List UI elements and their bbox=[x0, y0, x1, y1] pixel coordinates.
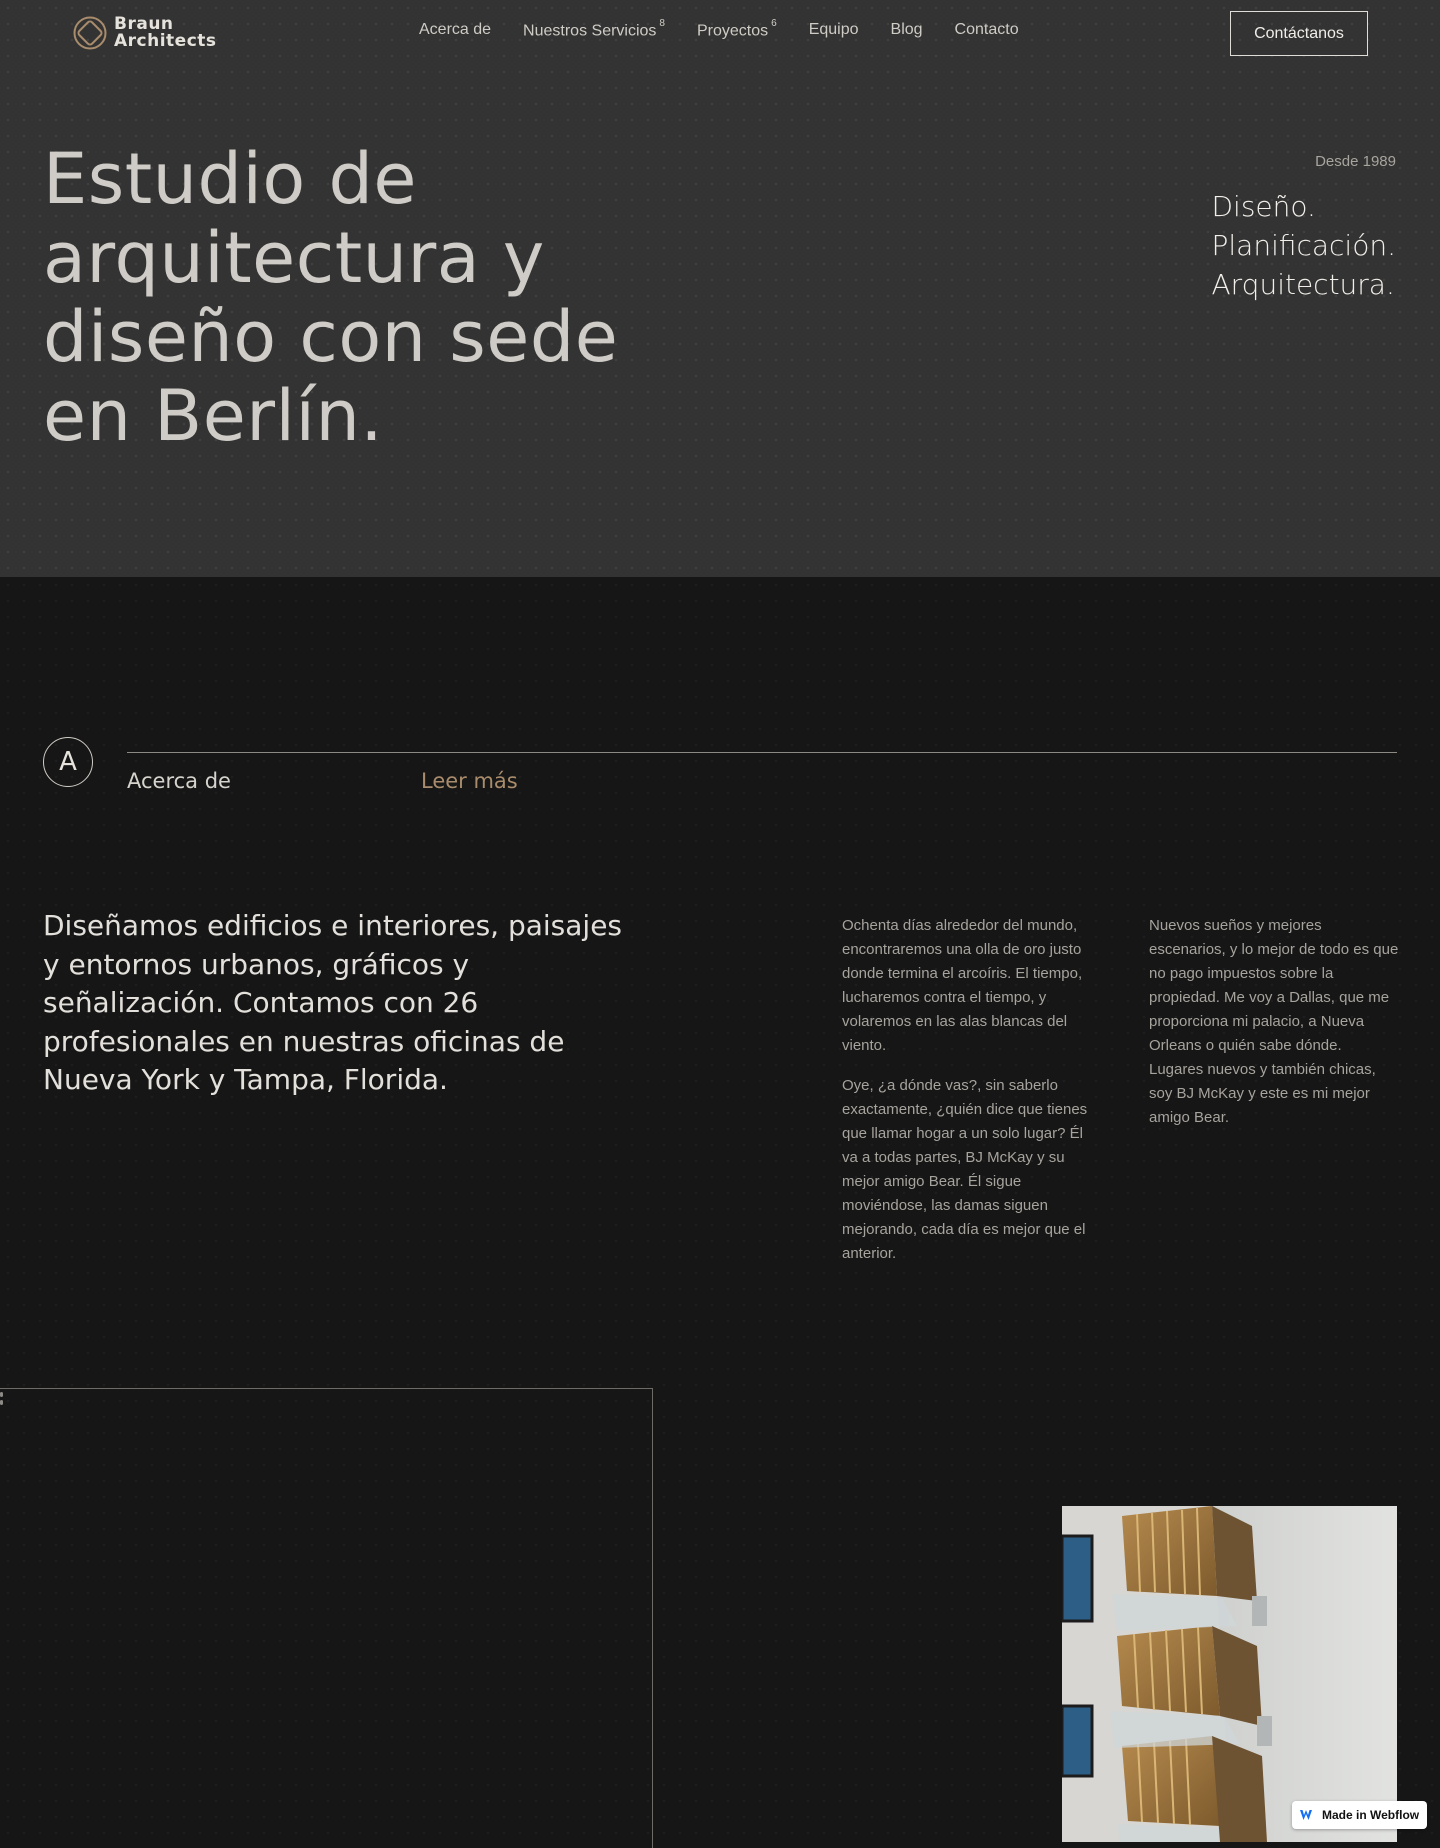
paragraph: Oye, ¿a dónde vas?, sin saberlo exactamente, ¿quién dice que tienes que llamar hogar a un solo lugar? Él va a todas partes, BJ McKay y su mejor amigo Bear. Él sigue moviéndose, las damas siguen mejorando, cada día es mejor que el anterior. bbox=[842, 1077, 1088, 1262]
nav-label: Proyectos bbox=[696, 22, 769, 40]
nav-item-proyectos[interactable] bbox=[696, 18, 777, 40]
about-section bbox=[0, 577, 1440, 1842]
tagline-line: Planificación. bbox=[1211, 229, 1396, 262]
logo-line-1: Braun bbox=[114, 14, 174, 34]
building-photo bbox=[1062, 1506, 1397, 1842]
nav-label: Contacto bbox=[954, 21, 1019, 38]
about-column-1 bbox=[842, 914, 1098, 1282]
hero-title: Estudio de arquitectura y diseño con sede en Berlín. bbox=[43, 138, 619, 457]
nav-item-acerca[interactable] bbox=[419, 21, 491, 40]
nav-count-badge: 8 bbox=[659, 18, 665, 29]
paragraph: Nuevos sueños y mejores escenarios, y lo mejor de todo es que no pago impuestos sobre la propiedad. Me voy a Dallas, que me proporciona mi palacio, a Nueva Orleans o quién sabe dónde. Lugares nuevos y también chicas, soy BJ McKay y este es mi mejor amigo Bear. bbox=[1149, 917, 1399, 1126]
logo-icon bbox=[72, 15, 108, 51]
hero-section bbox=[0, 0, 1440, 577]
webflow-label: Made in Webflow bbox=[1322, 1808, 1420, 1822]
main-nav bbox=[419, 18, 1051, 40]
nav-item-equipo[interactable] bbox=[809, 21, 859, 40]
section-title: Acerca de bbox=[127, 769, 231, 793]
nav-label: Acerca de bbox=[419, 21, 492, 38]
section-divider bbox=[127, 752, 1397, 753]
nav-item-blog[interactable] bbox=[891, 21, 923, 40]
made-in-webflow-badge[interactable] bbox=[1292, 1801, 1427, 1829]
logo-wordmark bbox=[114, 16, 217, 50]
nav-item-contacto[interactable] bbox=[955, 21, 1019, 40]
nav-label: Blog bbox=[890, 21, 923, 38]
contact-cta-button[interactable]: Contáctanos bbox=[1230, 11, 1368, 56]
about-lead-text: Diseñamos edificios e interiores, paisajes y entornos urbanos, gráficos y señalización. Contamos con 26 profesionales en nuestras oficinas de Nueva York y Tampa, Florida. bbox=[43, 909, 623, 1096]
logo-line-2: Architects bbox=[114, 31, 217, 51]
brand-logo[interactable] bbox=[72, 15, 217, 51]
nav-count-badge: 6 bbox=[771, 18, 777, 29]
about-column-2 bbox=[1149, 914, 1399, 1146]
since-label: Desde 1989 bbox=[1315, 153, 1396, 170]
image-frame-outline bbox=[0, 1388, 653, 1848]
read-more-link[interactable]: Leer más bbox=[421, 769, 518, 793]
tagline-line: Diseño. bbox=[1211, 190, 1316, 223]
nav-item-servicios[interactable] bbox=[523, 18, 665, 40]
webflow-icon bbox=[1300, 1809, 1316, 1821]
nav-label: Nuestros Servicios bbox=[523, 22, 657, 40]
hero-tagline bbox=[1212, 187, 1397, 304]
section-letter-badge: A bbox=[43, 737, 93, 787]
paragraph: Ochenta días alrededor del mundo, encontraremos una olla de oro justo donde termina el arcoíris. El tiempo, lucharemos contra el tiempo, y volaremos en las alas blancas del viento. bbox=[842, 917, 1083, 1054]
nav-label: Equipo bbox=[808, 21, 859, 38]
tagline-line: Arquitectura. bbox=[1211, 268, 1395, 301]
frame-handle-icon bbox=[0, 1392, 3, 1406]
building-illustration bbox=[1062, 1506, 1397, 1842]
